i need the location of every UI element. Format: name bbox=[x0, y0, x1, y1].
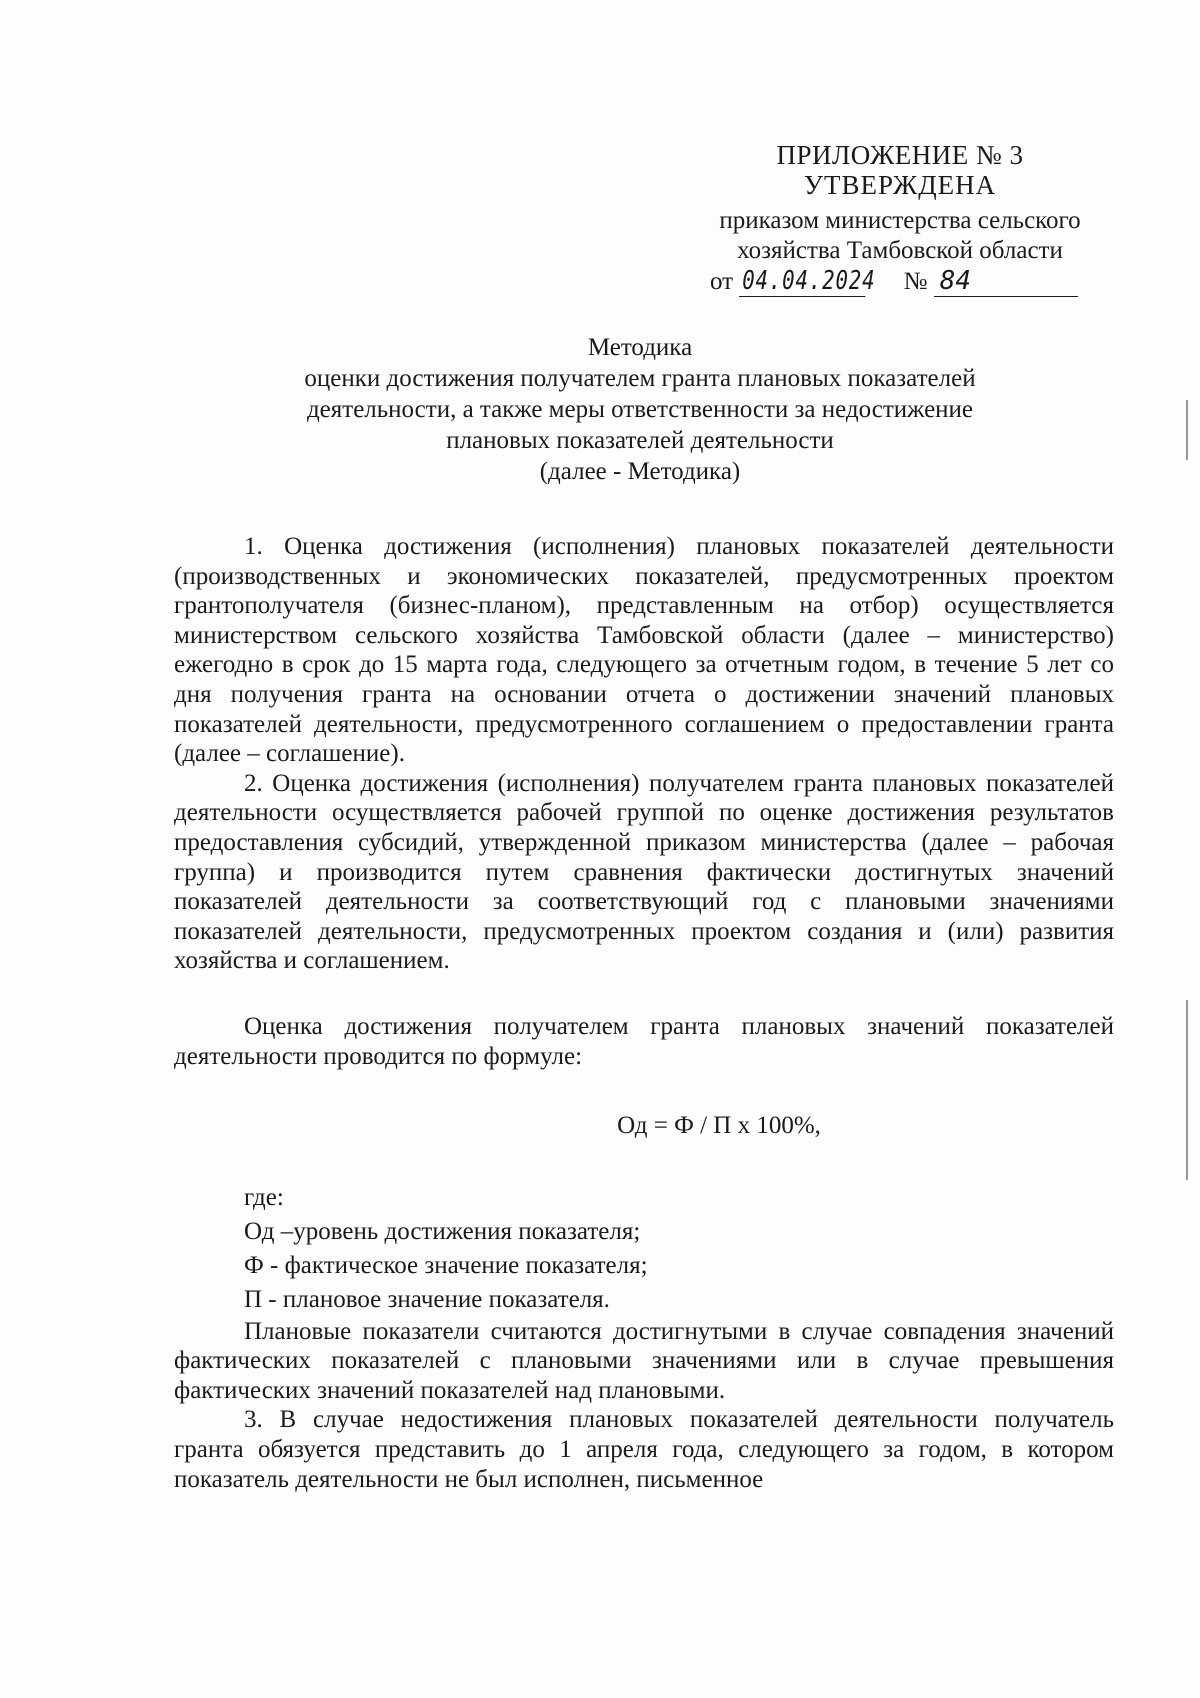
number-label: № bbox=[903, 268, 928, 295]
scan-edge-mark bbox=[1186, 1000, 1188, 1180]
paragraph-2: 2. Оценка достижения (исполнения) получателем гранта плановых показателей деятельности осуществляется рабочей группой по оценке достижения результатов предоставления субсидий, утвержденной приказом министерства (далее – рабочая группа) и производится путем сравнения фактически достигнутых значений показателей деятельности за соответствующий год с плановыми значениями показателей деятельности, предусмотренных проектом создания и (или) развития хозяйства и соглашением. bbox=[174, 769, 1114, 975]
approval-line-1: приказом министерства сельского bbox=[719, 207, 1081, 234]
title-line-3: деятельности, а также меры ответственности за недостижение bbox=[306, 396, 974, 423]
order-date: 04.04.2024 bbox=[739, 266, 865, 297]
formula-legend bbox=[174, 1181, 1114, 1317]
paragraph-1: 1. Оценка достижения (исполнения) плановых показателей деятельности (производственных и экономических показателей, предусмотренных проектом грантополучателя (бизнес-планом), представленным на отбор) осуществляется министерством сельского хозяйства Тамбовской области (далее – министерство) ежегодно в срок до 15 марта года, следующего за отчетным годом, в течение 5 лет со дня получения гранта на основании отчета о достижении значений плановых показателей деятельности, предусмотренного соглашением о предоставлении гранта (далее – соглашение). bbox=[174, 533, 1114, 768]
legend-p: П - плановое значение показателя. bbox=[244, 1285, 610, 1313]
approval-line-2: хозяйства Тамбовской области bbox=[737, 237, 1063, 264]
legend-f: Ф - фактическое значение показателя; bbox=[244, 1251, 648, 1279]
paragraph-3: Оценка достижения получателем гранта плановых значений показателей деятельности проводится по формуле: bbox=[174, 1012, 1114, 1070]
document-title bbox=[200, 332, 1080, 487]
formula: Од = Ф / П х 100%, bbox=[617, 1112, 821, 1140]
title-line-2: оценки достижения получателем гранта плановых показателей bbox=[304, 365, 976, 392]
title-line-1: Методика bbox=[587, 334, 693, 361]
legend-where: где: bbox=[244, 1183, 284, 1211]
order-line bbox=[690, 266, 1110, 297]
title-line-5: (далее - Методика) bbox=[539, 458, 741, 485]
paragraph-4: Плановые показатели считаются достигнутыми в случае совпадения значений фактических показателей с плановыми значениями или в случае превышения фактических значений показателей над плановыми. bbox=[174, 1317, 1114, 1404]
paragraph-gap bbox=[174, 976, 1114, 1012]
document-body bbox=[174, 532, 1114, 1494]
approved-heading: УТВЕРЖДЕНА bbox=[803, 170, 997, 200]
appendix-heading: ПРИЛОЖЕНИЕ № 3 bbox=[776, 140, 1024, 170]
order-number: 84 bbox=[934, 266, 1078, 297]
legend-od: Од –уровень достижения показателя; bbox=[244, 1217, 641, 1245]
from-label: от bbox=[710, 268, 734, 295]
title-line-4: плановых показателей деятельности bbox=[446, 427, 834, 454]
approval-block bbox=[690, 140, 1110, 297]
scan-edge-mark bbox=[1186, 400, 1188, 460]
paragraph-5: 3. В случае недостижения плановых показателей деятельности получатель гранта обязуется представить до 1 апреля года, следующего за годом, в котором показатель деятельности не был исполнен, письменное bbox=[174, 1406, 1114, 1493]
